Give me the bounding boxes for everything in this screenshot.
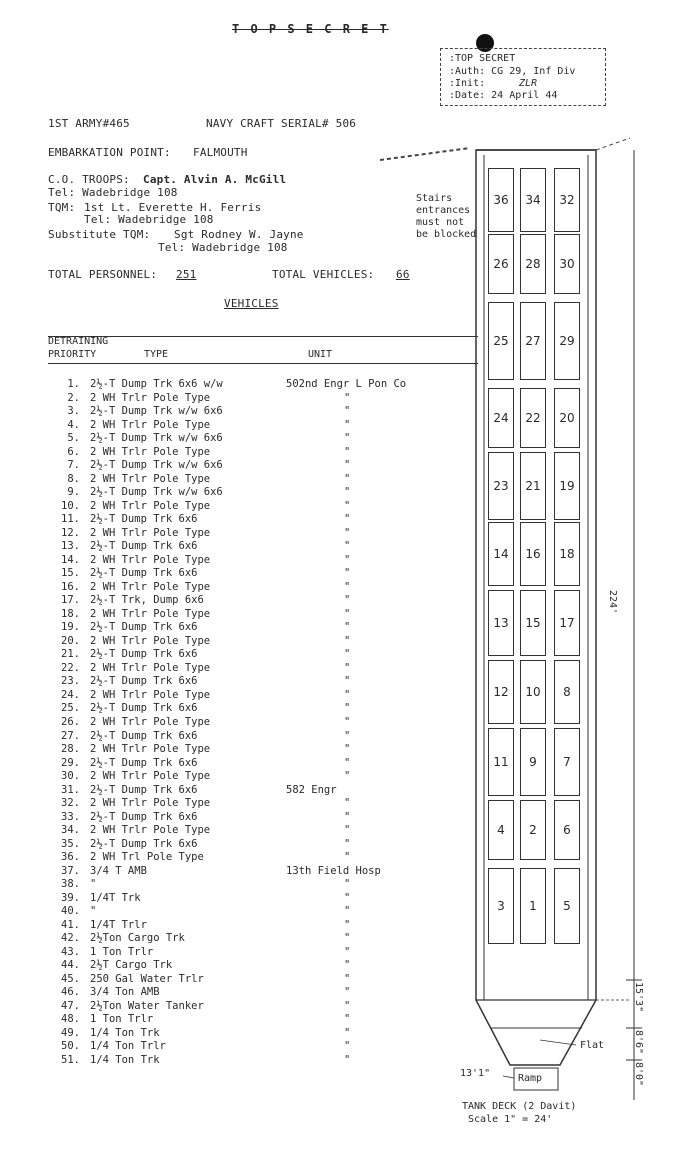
vehicle-priority: 17. — [61, 594, 80, 607]
vehicle-priority: 41. — [61, 918, 80, 931]
vehicle-type: 2½-T Dump Trk 6x6 w/w — [90, 378, 223, 390]
vehicle-unit: " — [344, 837, 351, 850]
vehicle-type: 1/4T Trlr — [90, 918, 147, 931]
vehicle-type: 2½-T Trk, Dump 6x6 — [90, 594, 204, 607]
vehicle-priority: 15. — [61, 567, 80, 580]
vehicle-priority: 43. — [61, 945, 80, 958]
substitute-tqm-value: Sgt Rodney W. Jayne — [174, 228, 304, 241]
vehicle-type: 2 WH Trlr Pole Type — [90, 391, 211, 404]
vehicle-slot: 1 — [520, 868, 546, 944]
vehicle-slot: 7 — [554, 728, 580, 796]
vehicle-unit: " — [344, 959, 351, 972]
vehicle-priority: 35. — [61, 837, 80, 850]
stamp-line-1: :TOP SECRET — [449, 53, 516, 64]
vehicle-slot: 30 — [554, 234, 580, 294]
vehicle-priority: 20. — [61, 634, 80, 647]
vehicle-priority: 27. — [61, 729, 80, 742]
vehicle-type: 2½-T Dump Trk 6x6 — [90, 756, 198, 769]
vehicle-unit: " — [344, 743, 351, 756]
vehicles-section-title: VEHICLES — [224, 297, 279, 310]
total-vehicles-value: 66 — [396, 268, 410, 281]
vehicle-slot: 34 — [520, 168, 546, 232]
vehicle-type: 2 WH Trlr Pole Type — [90, 661, 211, 674]
vehicle-unit: " — [344, 594, 351, 607]
vehicle-unit: " — [344, 932, 351, 945]
vehicle-type: 1 Ton Trlr — [90, 945, 154, 958]
vehicle-unit: " — [344, 945, 351, 958]
stairs-note — [416, 193, 476, 241]
vehicle-priority: 36. — [61, 851, 80, 864]
vehicle-unit: " — [344, 540, 351, 553]
vehicle-unit: " — [344, 513, 351, 526]
vehicle-type: 1 Ton Trlr — [90, 1013, 154, 1026]
vehicle-type: 2½-T Dump Trk 6x6 — [90, 567, 198, 580]
vehicle-priority: 45. — [61, 972, 80, 985]
vehicle-priority: 44. — [61, 959, 80, 972]
vehicle-type: 2 WH Trlr Pole Type — [90, 634, 211, 647]
dim-15-3: 15'3" — [633, 982, 644, 1013]
vehicle-type: 2½-T Dump Trk 6x6 — [90, 621, 198, 634]
bow-annotation-mark — [380, 148, 470, 160]
vehicle-unit: " — [344, 972, 351, 985]
vehicle-unit: " — [344, 824, 351, 837]
total-personnel-value: 251 — [176, 268, 197, 281]
vehicle-slot: 32 — [554, 168, 580, 232]
vehicle-priority: 38. — [61, 878, 80, 891]
embarkation-value: FALMOUTH — [193, 146, 248, 159]
vehicle-unit: " — [344, 445, 351, 458]
vehicle-type: 2½-T Dump Trk 6x6 — [90, 837, 198, 850]
vehicle-priority: 25. — [61, 702, 80, 715]
vehicle-unit: " — [344, 580, 351, 593]
vehicle-type: 2½-T Dump Trk w/w 6x6 — [90, 405, 223, 418]
vehicle-priority: 9. — [67, 486, 80, 499]
vehicle-unit: " — [344, 459, 351, 472]
vehicle-type: 2 WH Trlr Pole Type — [90, 688, 211, 701]
vehicle-priority: 6. — [67, 445, 80, 458]
vehicle-type: 1/4 Ton Trlr — [90, 1040, 166, 1053]
vehicle-type: 250 Gal Water Trlr — [90, 972, 204, 985]
vehicle-priority: 50. — [61, 1040, 80, 1053]
vehicle-type: 2 WH Trlr Pole Type — [90, 526, 211, 539]
vehicle-unit: " — [344, 688, 351, 701]
dim-8-6: 8'6" — [633, 1030, 644, 1055]
vehicle-unit: " — [344, 567, 351, 580]
classification-header: T O P S E C R E T — [232, 22, 389, 36]
bow-dim-mark — [596, 138, 630, 150]
vehicle-priority: 23. — [61, 675, 80, 688]
vehicle-type: 2½-T Dump Trk 6x6 — [90, 513, 198, 526]
vehicle-priority: 13. — [61, 540, 80, 553]
vehicle-type: 2 WH Trlr Pole Type — [90, 418, 211, 431]
vehicle-slot: 23 — [488, 452, 514, 520]
unit-header: UNIT — [308, 349, 333, 360]
vehicle-unit: " — [344, 526, 351, 539]
stamp-line-3: :Init: — [449, 78, 486, 89]
type-header: TYPE — [144, 349, 169, 360]
vehicle-unit: " — [344, 756, 351, 769]
vehicle-type: 3/4 Ton AMB — [90, 986, 160, 999]
vehicle-type: 2 WH Trlr Pole Type — [90, 743, 211, 756]
vehicle-priority: 19. — [61, 621, 80, 634]
vehicle-slot: 24 — [488, 388, 514, 448]
vehicle-type: 2½-T Dump Trk 6x6 — [90, 729, 198, 742]
vehicle-slot: 11 — [488, 728, 514, 796]
vehicle-priority: 26. — [61, 716, 80, 728]
total-vehicles-label: TOTAL VEHICLES: — [272, 268, 375, 281]
vehicle-slot: 2 — [520, 800, 546, 860]
embarkation-label: EMBARKATION POINT: — [48, 146, 171, 159]
vehicle-priority: 28. — [61, 743, 80, 756]
flat-label: Flat — [580, 1040, 605, 1051]
vehicle-priority: 7. — [67, 459, 80, 472]
dim-8-0: 8'0" — [633, 1062, 644, 1087]
vehicle-unit: " — [344, 1013, 351, 1026]
vehicle-unit: " — [344, 486, 351, 499]
vehicle-unit: " — [344, 770, 351, 783]
vehicle-unit: " — [344, 648, 351, 661]
vehicle-priority: 21. — [61, 648, 80, 661]
vehicle-unit: " — [344, 729, 351, 742]
vehicle-priority: 37. — [61, 864, 80, 877]
diagram-scale: Scale 1" = 24' — [468, 1114, 553, 1125]
vehicle-slot: 17 — [554, 590, 580, 656]
vehicle-slot: 22 — [520, 388, 546, 448]
vehicle-unit: " — [344, 999, 351, 1012]
vehicle-unit: " — [344, 716, 351, 728]
vehicle-priority: 47. — [61, 999, 80, 1012]
vehicle-type: 2½-T Dump Trk w/w 6x6 — [90, 432, 223, 445]
vehicle-type: 2 WH Trlr Pole Type — [90, 472, 211, 485]
substitute-tqm-tel: Tel: Wadebridge 108 — [158, 241, 288, 254]
priority-header-line2: PRIORITY — [48, 349, 97, 360]
vehicle-priority: 12. — [61, 526, 80, 539]
vehicle-unit: " — [344, 905, 351, 918]
vehicle-unit: " — [344, 891, 351, 904]
vehicle-slot: 19 — [554, 452, 580, 520]
co-troops-value: Capt. Alvin A. McGill — [143, 173, 287, 186]
vehicle-unit: " — [344, 607, 351, 620]
vehicle-slot: 4 — [488, 800, 514, 860]
vehicle-slot: 26 — [488, 234, 514, 294]
vehicle-unit: " — [344, 661, 351, 674]
vehicle-priority: 4. — [67, 418, 80, 431]
vehicle-type: 2 WH Trlr Pole Type — [90, 553, 211, 566]
vehicle-type: 2 WH Trlr Pole Type — [90, 580, 211, 593]
vehicle-type: 2 WH Trlr Pole Type — [90, 770, 211, 783]
vehicle-priority: 18. — [61, 607, 80, 620]
vehicle-type: " — [90, 905, 97, 918]
co-troops-tel: Tel: Wadebridge 108 — [48, 186, 178, 199]
flat-leader — [540, 1040, 576, 1045]
vehicle-unit: " — [344, 797, 351, 810]
vehicle-unit: " — [344, 1026, 351, 1039]
stairs-note-line: entrances — [416, 205, 471, 216]
vehicle-unit: " — [344, 391, 351, 404]
vehicle-type: 2½-T Dump Trk 6x6 — [90, 648, 198, 661]
vehicle-slot: 14 — [488, 522, 514, 586]
vehicle-slot: 10 — [520, 660, 546, 724]
vehicle-priority: 8. — [67, 472, 80, 485]
vehicle-type: 1/4T Trk — [90, 891, 141, 904]
vehicle-type: 2 WH Trlr Pole Type — [90, 445, 211, 458]
vehicle-type: 2½Ton Cargo Trk — [90, 932, 185, 945]
vehicle-slot: 6 — [554, 800, 580, 860]
army-number: 1ST ARMY#465 — [48, 117, 130, 130]
vehicle-type: 2 WH Trlr Pole Type — [90, 824, 211, 837]
vehicle-unit: " — [344, 405, 351, 418]
vehicle-priority: 29. — [61, 756, 80, 769]
vehicle-type: 2½-T Dump Trk w/w 6x6 — [90, 459, 223, 472]
vehicle-priority: 48. — [61, 1013, 80, 1026]
vehicle-priority: 51. — [61, 1054, 80, 1066]
vehicle-unit: " — [344, 472, 351, 485]
stamp-initials: ZLR — [519, 78, 538, 89]
vehicle-unit: " — [344, 918, 351, 931]
vehicle-type: 2 WH Trlr Pole Type — [90, 797, 211, 810]
vehicle-type: 2 WH Trl Pole Type — [90, 851, 204, 864]
vehicle-slot: 15 — [520, 590, 546, 656]
vehicle-unit: " — [344, 675, 351, 688]
length-label: 224' — [607, 590, 618, 615]
vehicle-priority: 32. — [61, 797, 80, 810]
vehicle-unit: " — [344, 432, 351, 445]
vehicle-priority: 34. — [61, 824, 80, 837]
vehicle-unit: " — [344, 1054, 351, 1066]
ramp-label: Ramp — [518, 1073, 543, 1084]
vehicle-type: 2 WH Trlr Pole Type — [90, 607, 211, 620]
vehicle-slot: 18 — [554, 522, 580, 586]
dim-13-1: 13'1" — [460, 1068, 491, 1079]
vehicle-slot: 13 — [488, 590, 514, 656]
vehicle-unit: 502nd Engr L Pon Co — [286, 378, 407, 390]
vehicle-priority: 30. — [61, 770, 80, 783]
navy-craft-serial: NAVY CRAFT SERIAL# 506 — [206, 117, 357, 130]
vehicle-unit: " — [344, 851, 351, 864]
vehicle-slot: 21 — [520, 452, 546, 520]
vehicle-type: 2½Ton Water Tanker — [90, 999, 204, 1012]
vehicle-type: " — [90, 878, 97, 891]
vehicle-type: 1/4 Ton Trk — [90, 1026, 160, 1039]
vehicle-priority: 1. — [67, 378, 80, 390]
vehicle-type: 1/4 Ton Trk — [90, 1054, 160, 1066]
stairs-note-line: must not — [416, 217, 465, 228]
vehicle-slot: 28 — [520, 234, 546, 294]
vehicle-priority: 46. — [61, 986, 80, 999]
vehicle-priority: 39. — [61, 891, 80, 904]
vehicle-slot: 5 — [554, 868, 580, 944]
vehicle-priority: 14. — [61, 553, 80, 566]
priority-header-line1: DETRAINING — [48, 336, 109, 347]
vehicle-type: 2½-T Dump Trk w/w 6x6 — [90, 486, 223, 499]
vehicle-unit: " — [344, 986, 351, 999]
vehicle-priority: 42. — [61, 932, 80, 945]
stairs-note-line: Stairs — [416, 193, 453, 204]
vehicle-priority: 40. — [61, 905, 80, 918]
vehicle-priority: 11. — [61, 513, 80, 526]
substitute-tqm-label: Substitute TQM: — [48, 228, 151, 241]
vehicle-unit: 582 Engr — [286, 783, 337, 796]
vehicle-unit: " — [344, 418, 351, 431]
vehicle-slot: 20 — [554, 388, 580, 448]
stamp-line-4: :Date: 24 April 44 — [449, 90, 558, 101]
vehicle-priority: 49. — [61, 1026, 80, 1039]
vehicle-unit: 13th Field Hosp — [286, 864, 381, 877]
vehicle-unit: " — [344, 878, 351, 891]
vehicle-priority: 24. — [61, 688, 80, 701]
vehicle-type: 2½-T Dump Trk 6x6 — [90, 540, 198, 553]
vehicle-priority: 16. — [61, 580, 80, 593]
vehicle-slot: 12 — [488, 660, 514, 724]
vehicle-type: 2½-T Dump Trk 6x6 — [90, 783, 198, 796]
vehicle-unit: " — [344, 499, 351, 512]
vehicle-priority: 2. — [67, 391, 80, 404]
vehicle-slot: 16 — [520, 522, 546, 586]
total-personnel-label: TOTAL PERSONNEL: — [48, 268, 158, 281]
vehicle-priority: 22. — [61, 661, 80, 674]
vehicle-priority: 10. — [61, 499, 80, 512]
vehicle-unit: " — [344, 1040, 351, 1053]
vehicle-type: 3/4 T AMB — [90, 864, 147, 877]
vehicle-type: 2½-T Dump Trk 6x6 — [90, 702, 198, 715]
vehicle-type: 2 WH Trlr Pole Type — [90, 716, 211, 728]
vehicle-unit: " — [344, 634, 351, 647]
vehicle-type: 2½-T Dump Trk 6x6 — [90, 810, 198, 823]
stairs-note-line: be blocked — [416, 229, 477, 240]
vehicle-priority: 5. — [67, 432, 80, 445]
vehicle-unit: " — [344, 702, 351, 715]
diagram-caption: TANK DECK (2 Davit) — [462, 1101, 577, 1112]
ramp-leader — [503, 1076, 514, 1078]
vehicle-type: 2½-T Dump Trk 6x6 — [90, 675, 198, 688]
vehicle-slot: 27 — [520, 302, 546, 380]
tqm-tel: Tel: Wadebridge 108 — [84, 213, 214, 226]
vehicle-slot: 36 — [488, 168, 514, 232]
vehicle-unit: " — [344, 553, 351, 566]
vehicle-type: 2 WH Trlr Pole Type — [90, 499, 211, 512]
vehicle-type: 2½T Cargo Trk — [90, 959, 173, 972]
vehicle-slot: 29 — [554, 302, 580, 380]
vehicle-priority: 31. — [61, 783, 80, 796]
vehicle-slot: 8 — [554, 660, 580, 724]
tqm-value: 1st Lt. Everette H. Ferris — [84, 201, 262, 214]
vehicle-unit: " — [344, 810, 351, 823]
vehicle-unit: " — [344, 621, 351, 634]
stamp-line-2: :Auth: CG 29, Inf Div — [449, 66, 576, 77]
vehicle-priority: 33. — [61, 810, 80, 823]
vehicle-slot: 3 — [488, 868, 514, 944]
co-troops-label: C.O. TROOPS: — [48, 173, 130, 186]
vehicle-priority: 3. — [67, 405, 80, 418]
vehicle-slot: 25 — [488, 302, 514, 380]
vehicle-slot: 9 — [520, 728, 546, 796]
tqm-label: TQM: — [48, 201, 76, 214]
